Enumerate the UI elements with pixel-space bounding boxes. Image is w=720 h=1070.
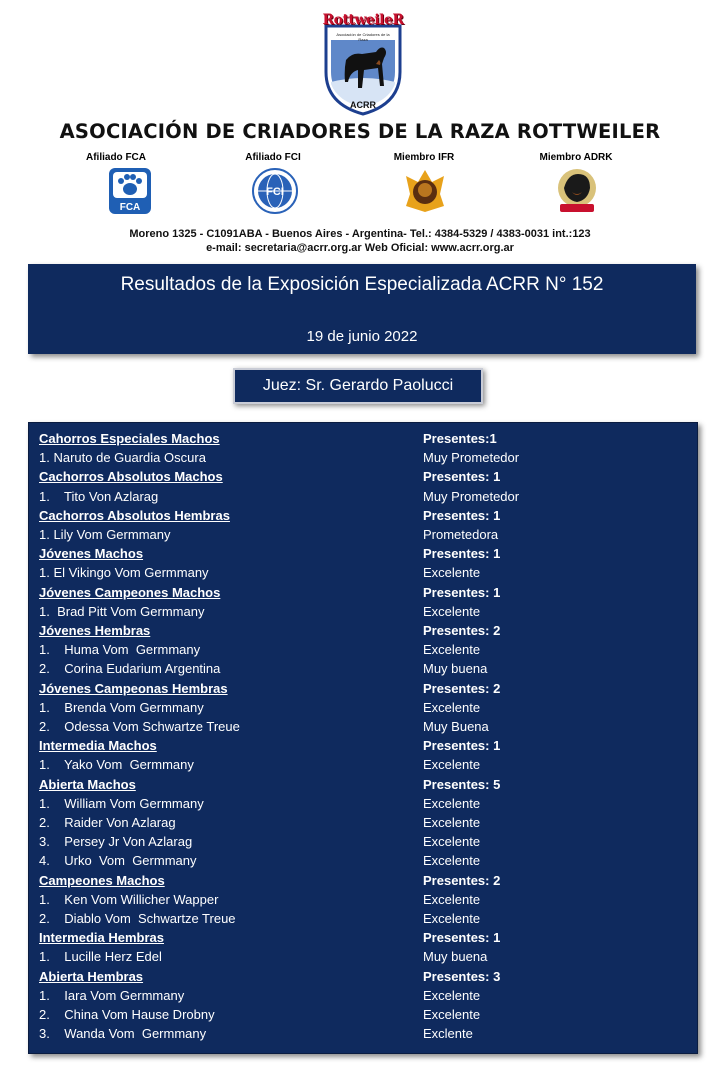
dog-name: 2. Odessa Vom Schwartze Treue bbox=[39, 719, 240, 734]
result-row bbox=[29, 450, 697, 469]
presentes-count: Presentes: 1 bbox=[423, 584, 501, 600]
qualification: Excelente bbox=[423, 911, 481, 926]
dog-name: 1. Ken Vom Willicher Wapper bbox=[39, 891, 219, 907]
qualification: Excelente bbox=[423, 853, 481, 869]
qualification: Muy Prometedor bbox=[423, 488, 520, 504]
presentes-count: Presentes: 1 bbox=[423, 930, 501, 946]
category-row bbox=[29, 508, 697, 527]
category-row bbox=[29, 969, 697, 988]
logo-title: RottweileR bbox=[322, 12, 404, 28]
category-row bbox=[29, 431, 697, 450]
category-name: Intermedia Hembras bbox=[39, 930, 164, 946]
category-name: Intermedia Machos bbox=[39, 738, 157, 754]
dog-name: 2. Corina Eudarium Argentina bbox=[39, 661, 221, 677]
presentes-count: Presentes: 2 bbox=[423, 623, 501, 638]
dog-name: 3. Persey Jr Von Azlarag bbox=[39, 834, 193, 850]
affiliation-label-fci: Afiliado FCI bbox=[245, 152, 301, 163]
qualification: Muy Prometedor bbox=[423, 450, 520, 466]
exhibition-title: Resultados de la Exposición Especializada ACRR N° 152 bbox=[120, 274, 604, 295]
dog-name: 1. El Vikingo Vom Germmany bbox=[39, 565, 209, 581]
ifr-emblem-icon bbox=[398, 166, 452, 216]
result-row bbox=[29, 661, 697, 680]
dog-name: 3. Wanda Vom Germmany bbox=[39, 1026, 207, 1042]
result-row bbox=[29, 892, 697, 911]
acrr-logo bbox=[318, 12, 408, 116]
category-name: Jóvenes Hembras bbox=[39, 623, 151, 638]
category-row bbox=[29, 469, 697, 488]
qualification: Excelente bbox=[423, 815, 481, 830]
result-row bbox=[29, 911, 697, 930]
category-name: Cachorros Absolutos Machos bbox=[39, 469, 223, 485]
dog-name: 4. Urko Vom Germmany bbox=[39, 853, 197, 869]
category-row bbox=[29, 930, 697, 949]
presentes-count: Presentes: 1 bbox=[423, 469, 501, 485]
fca-logo-text: FCA bbox=[119, 202, 141, 213]
dog-name: 1. Tito Von Azlarag bbox=[39, 488, 159, 504]
affiliation-label-fca: Afiliado FCA bbox=[86, 152, 146, 163]
result-row bbox=[29, 949, 697, 968]
result-row bbox=[29, 853, 697, 872]
qualification: Prometedora bbox=[423, 527, 499, 542]
qualification: Muy Buena bbox=[423, 719, 489, 734]
logo-acrr-text: ACRR bbox=[350, 100, 376, 110]
qualification: Excelente bbox=[423, 1007, 481, 1022]
result-row bbox=[29, 565, 697, 584]
presentes-count: Presentes: 2 bbox=[423, 680, 501, 696]
address-line: Moreno 1325 - C1091ABA - Buenos Aires - Argentina- Tel.: 4384-5329 / 4383-0031 int.:123 bbox=[129, 228, 591, 240]
organization-title: ASOCIACIÓN DE CRIADORES DE LA RAZA ROTTWEILER bbox=[59, 120, 661, 143]
presentes-count: Presentes: 1 bbox=[423, 546, 501, 562]
affiliation-label-adrk: Miembro ADRK bbox=[539, 152, 613, 163]
dog-name: 1. Lucille Herz Edel bbox=[39, 949, 162, 965]
qualification: Excelente bbox=[423, 699, 481, 715]
dog-name: 1. Yako Vom Germmany bbox=[39, 757, 194, 773]
fca-paw-icon bbox=[103, 166, 157, 216]
presentes-count: Presentes: 2 bbox=[423, 872, 501, 888]
logo-subtitle: Asociación de Criadores de la Raza bbox=[336, 32, 390, 42]
result-row bbox=[29, 757, 697, 776]
dog-name: 1. Huma Vom Germmany bbox=[39, 642, 201, 658]
result-row bbox=[29, 604, 697, 623]
result-row bbox=[29, 527, 697, 546]
judge-label: Juez: Sr. Gerardo Paolucci bbox=[233, 368, 483, 404]
qualification: Muy buena bbox=[423, 661, 488, 677]
dog-name: 1. Brad Pitt Vom Germmany bbox=[39, 603, 205, 619]
result-row bbox=[29, 700, 697, 719]
presentes-count: Presentes: 3 bbox=[423, 968, 501, 984]
category-row bbox=[29, 623, 697, 642]
exhibition-date: 19 de junio 2022 bbox=[306, 328, 418, 345]
dog-name: 2. Diablo Vom Schwartze Treue bbox=[39, 911, 236, 926]
category-name: Jóvenes Campeonas Hembras bbox=[39, 680, 228, 696]
dog-name: 1. Lily Vom Germmany bbox=[39, 527, 171, 542]
dog-name: 2. Raider Von Azlarag bbox=[39, 815, 176, 830]
qualification: Excelente bbox=[423, 987, 481, 1003]
category-name: Jóvenes Campeones Machos bbox=[39, 584, 221, 600]
category-name: Abierta Machos bbox=[39, 776, 136, 792]
presentes-count: Presentes: 1 bbox=[423, 738, 501, 754]
result-row bbox=[29, 1007, 697, 1026]
qualification: Excelente bbox=[423, 642, 481, 658]
adrk-emblem-icon bbox=[550, 166, 604, 216]
result-row bbox=[29, 796, 697, 815]
qualification: Excelente bbox=[423, 891, 481, 907]
dog-name: 1. William Vom Germmany bbox=[39, 795, 204, 811]
result-row bbox=[29, 834, 697, 853]
dog-name: 1. Naruto de Guardia Oscura bbox=[39, 450, 206, 466]
result-row bbox=[29, 815, 697, 834]
qualification: Excelente bbox=[423, 834, 481, 850]
title-banner bbox=[28, 264, 696, 354]
results-table bbox=[28, 422, 698, 1054]
qualification: Excelente bbox=[423, 795, 481, 811]
qualification: Excelente bbox=[423, 565, 481, 581]
category-name: Jóvenes Machos bbox=[39, 546, 144, 562]
fci-globe-icon bbox=[248, 166, 302, 216]
category-name: Abierta Hembras bbox=[39, 968, 144, 984]
presentes-count: Presentes: 5 bbox=[423, 776, 501, 792]
result-row bbox=[29, 642, 697, 661]
qualification: Muy buena bbox=[423, 949, 488, 965]
result-row bbox=[29, 1026, 697, 1045]
dog-name: 1. Iara Vom Germmany bbox=[39, 987, 185, 1003]
category-row bbox=[29, 738, 697, 757]
contact-line: e-mail: secretaria@acrr.org.ar Web Oficial: www.acrr.org.ar bbox=[206, 242, 514, 254]
category-name: Cahorros Especiales Machos bbox=[39, 431, 220, 446]
dog-name: 2. China Vom Hause Drobny bbox=[39, 1007, 215, 1022]
dog-name: 1. Brenda Vom Germmany bbox=[39, 699, 204, 715]
qualification: Exclente bbox=[423, 1026, 473, 1042]
result-row bbox=[29, 489, 697, 508]
category-row bbox=[29, 681, 697, 700]
result-row bbox=[29, 719, 697, 738]
category-name: Cachorros Absolutos Hembras bbox=[39, 507, 230, 523]
category-row bbox=[29, 873, 697, 892]
fci-logo-text: FCI bbox=[266, 186, 284, 198]
affiliation-label-ifr: Miembro IFR bbox=[393, 152, 455, 163]
presentes-count: Presentes: 1 bbox=[423, 507, 501, 523]
category-name: Campeones Machos bbox=[39, 872, 165, 888]
qualification: Excelente bbox=[423, 757, 481, 773]
result-row bbox=[29, 988, 697, 1007]
category-row bbox=[29, 546, 697, 565]
qualification: Excelente bbox=[423, 603, 481, 619]
category-row bbox=[29, 585, 697, 604]
category-row bbox=[29, 777, 697, 796]
presentes-count: Presentes:1 bbox=[423, 431, 497, 446]
